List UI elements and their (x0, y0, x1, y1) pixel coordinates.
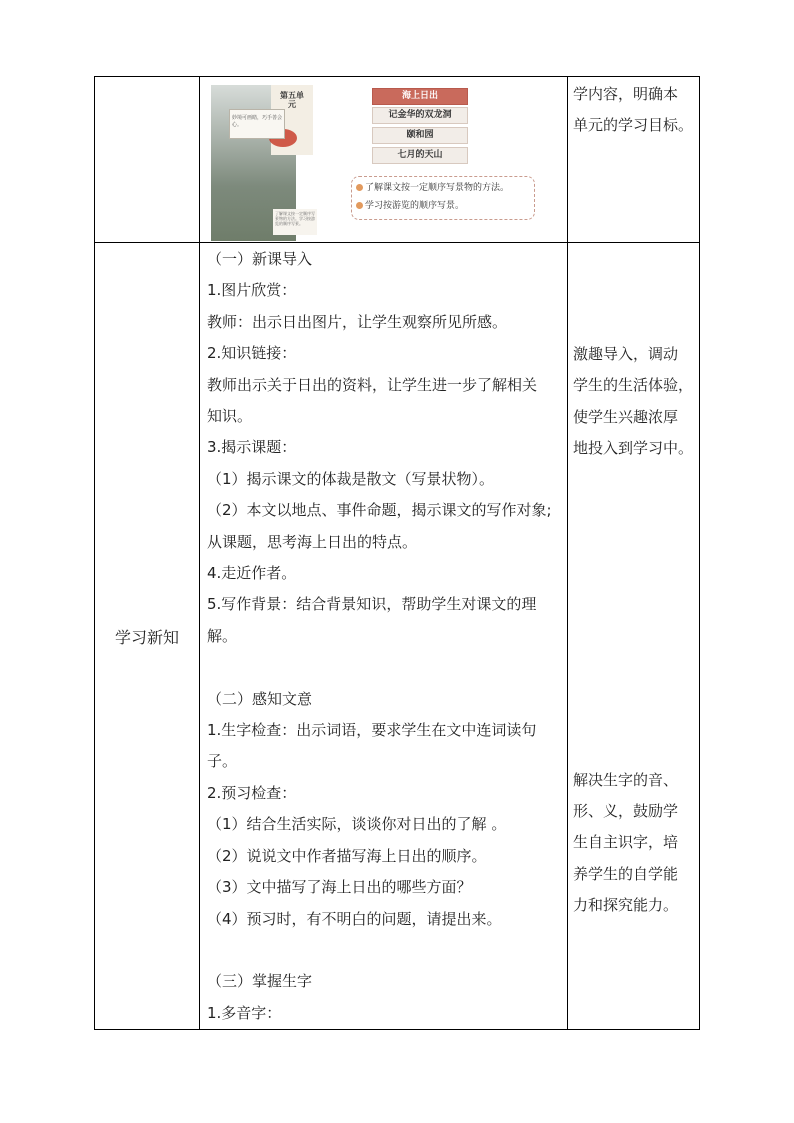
notes-cell (568, 77, 700, 243)
table-row (95, 77, 700, 243)
content-line: 1.图片欣赏： (207, 281, 297, 300)
note-line: 形、义，鼓励学 (573, 802, 679, 821)
content-line: （1）结合生活实际，谈谈你对日出的了解 。 (207, 815, 507, 834)
note-line: 地投入到学习中。 (573, 439, 694, 458)
note-line: 生自主识字，培 (573, 833, 679, 852)
content-cell (200, 243, 568, 1030)
content-line: 5.写作背景：结合背景知识，帮助学生对课文的理 (207, 595, 537, 614)
unit-overview-image (211, 85, 551, 241)
section-heading: （二）感知文意 (207, 689, 313, 708)
lesson-tag: 颐和园 (372, 127, 468, 144)
content-line: 2.预习检查： (207, 783, 297, 802)
content-line: 2.知识链接： (207, 344, 297, 363)
table-row (95, 243, 700, 1030)
content-line: （1）揭示课文的体裁是散文（写景状物）。 (207, 469, 495, 488)
content-line: 子。 (207, 752, 238, 771)
content-line: 从课题，思考海上日出的特点。 (207, 532, 418, 551)
lesson-tag: 海上日出 (372, 88, 468, 105)
section-heading: （一）新课导入 (207, 250, 313, 268)
notes-cell (568, 243, 700, 1030)
content-line: 教师：出示日出图片，让学生观察所见所感。 (207, 312, 508, 331)
bullet-icon (356, 202, 363, 209)
lesson-tag: 记金华的双龙洞 (372, 107, 468, 124)
content-line: 教师出示关于日出的资料，让学生进一步了解相关 (207, 375, 538, 394)
unit-image-cell (200, 77, 568, 243)
spacer (200, 652, 567, 683)
poem-quote: 妙境可画睹，巧手善会心。 (229, 109, 285, 139)
goal-item: 了解课文按一定顺序写景物的方法。 (356, 183, 509, 194)
goal-item: 学习按游览的顺序写景。 (356, 201, 464, 212)
section-heading: （三）掌握生字 (207, 972, 313, 991)
content-line: 知识。 (207, 407, 253, 426)
content-line: 1.多音字： (207, 1003, 282, 1022)
unit-goal-note: 了解课文按一定顺序写景物的方法。学习按游览的顺序写景。 (273, 209, 317, 235)
content-line: （2）说说文中作者描写海上日出的顺序。 (207, 846, 487, 865)
note-line: 激趣导入，调动 (573, 345, 679, 363)
empty-label-cell (95, 77, 200, 243)
lesson-plan-table (94, 76, 700, 1030)
note-line: 学生的生活体验， (573, 376, 694, 395)
bullet-icon (356, 184, 363, 191)
note-line: 养学生的自学能 (573, 864, 679, 883)
content-line: 解。 (207, 626, 238, 645)
note-line: 力和探究能力。 (573, 896, 679, 915)
content-line: 1.生字检查：出示词语，要求学生在文中连词读句 (207, 721, 537, 740)
spacer (200, 935, 567, 966)
content-line: 4.走近作者。 (207, 564, 297, 583)
unit-title: 第五单元 (280, 90, 304, 109)
content-line: 3.揭示课题： (207, 438, 297, 457)
note-line: 学内容，明确本 (573, 85, 679, 103)
note-line: 单元的学习目标。 (573, 116, 694, 135)
note-line: 使学生兴趣浓厚 (573, 407, 679, 426)
lesson-tag: 七月的天山 (372, 147, 468, 164)
content-line: （4）预习时，有不明白的问题，请提出来。 (207, 909, 502, 928)
content-line: （2）本文以地点、事件命题，揭示课文的写作对象; (207, 501, 552, 520)
section-label: 学习新知 (95, 243, 200, 1030)
content-line: （3）文中描写了海上日出的哪些方面？ (207, 878, 472, 897)
note-line: 解决生字的音、 (573, 770, 679, 789)
